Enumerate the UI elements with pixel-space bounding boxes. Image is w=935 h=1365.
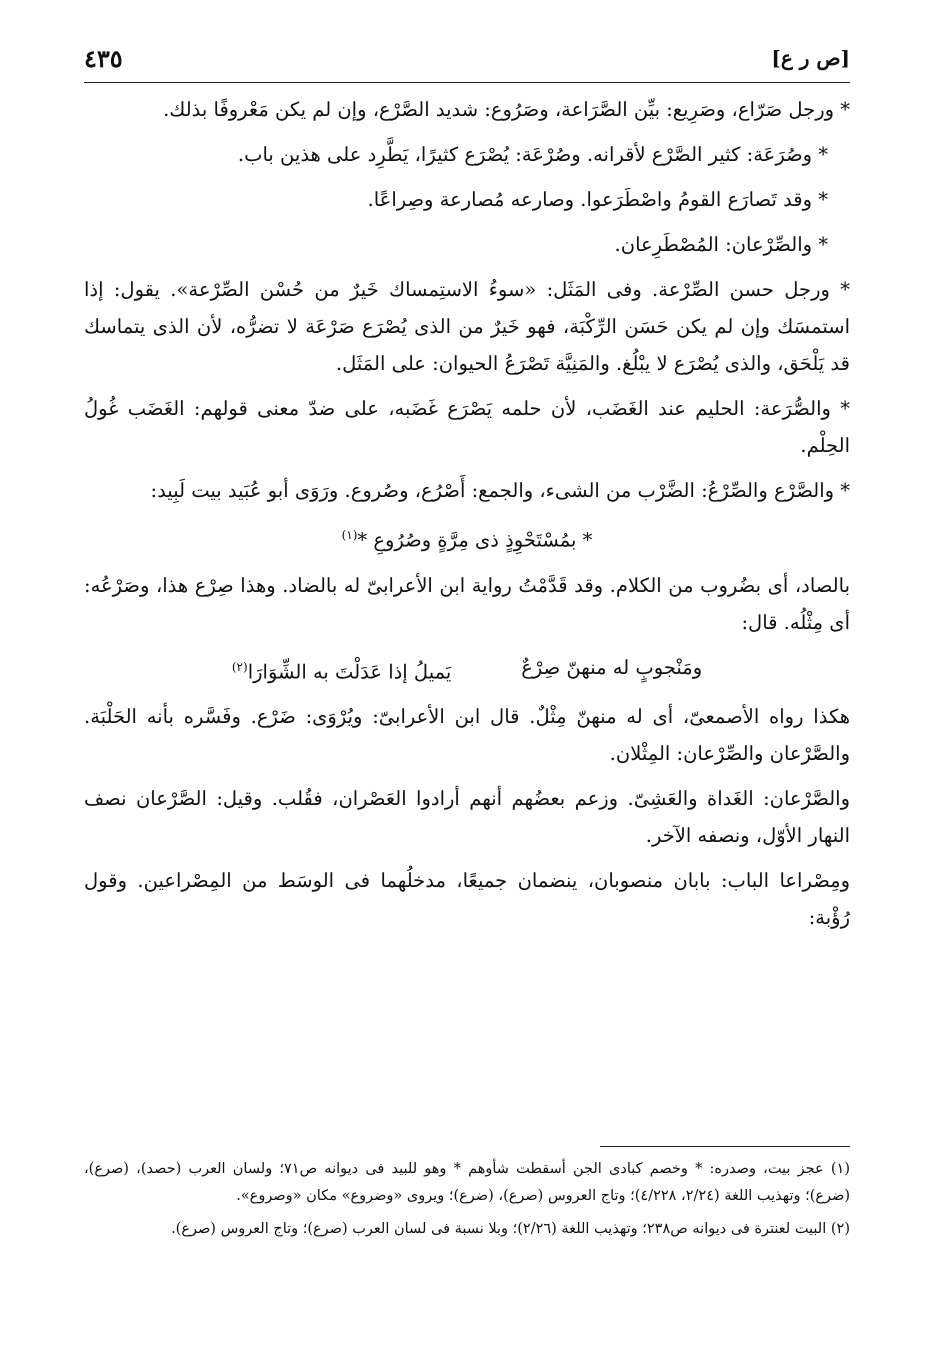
paragraph: هكذا رواه الأصمعىّ، أى له منهنّ مِثْلٌ. قال ابن الأعرابىّ: ويُرْوَى: ضَرْع. وفَسَّره بأنه الحَلْبَة. والصَّرْعان والصِّرْعان: المِثْلان. <box>84 705 850 765</box>
footnote-ref: (٢) <box>231 659 248 674</box>
verse-text: يَميلُ إذا عَدَلْتَ به الشِّوَارَا <box>247 660 452 683</box>
footnotes <box>84 1156 850 1249</box>
paragraph: * وقد تَصارَع القومُ واصْطَرَعوا. وصارعه مُصارعة وصِراعًا. <box>367 188 828 211</box>
footnote: (١) عجز بيت، وصدره: * وخصم كبادى الجن أسقطت شأوهم * وهو للبيد فى ديوانه ص٧١؛ ولسان العرب (حصد)، (صرع)، (ضرع)؛ وتهذيب اللغة (٢/٢٤، ٤/٢٢٨)؛ وتاج العروس (صرع)، (ضرع)؛ ويروى «وضروع» مكان «وصروع». <box>84 1161 850 1204</box>
paragraph: * والصِّرْعان: المُصْطَرِعان. <box>614 233 828 256</box>
paragraph: بالصاد، أى بضُروب من الكلام. وقد قَدَّمْتُ رواية ابن الأعرابىّ له بالضاد. وهذا صِرْع هذا، وصَرْعُه: أى مِثْلُه. قال: <box>84 573 850 634</box>
footnote-ref: (١) <box>341 528 358 542</box>
footnote-divider <box>600 1146 850 1147</box>
verse-line <box>84 517 850 559</box>
verse-text: * بمُسْتَحْوِذٍ ذى مِرَّةٍ وصُرُوعِ * <box>357 528 593 552</box>
paragraph: * ورجل حسن الصِّرْعة. وفى المَثَل: «سوءُ الاستِمساك خَيرٌ من حُسْن الصِّرْعة». يقول: إذا استمسَك وإن لم يكن حَسَن الرِّكْبَة، فهو خَيرٌ من الذى يُصْرَع صَرْعَة لا تضرُّه، لأن الذى يتماسك قد يَلْحَق، والذى يُصْرَع لا يبْلُغ. والمَنِيَّة تَصْرَعُ الحيوان: على المَثَل. <box>84 278 850 375</box>
page-header <box>84 44 850 83</box>
page <box>84 44 850 1344</box>
verse-hemistich-first: ومَنْجوبٍ له منهنّ صِرْعٌ <box>521 655 703 679</box>
paragraph: * والصُّرَعة: الحليم عند الغَضَب، لأن حلمه يَصْرَع غَضَبه، على ضدّ معنى قولهم: الغَضَب غُولُ الحِلْم. <box>84 397 850 457</box>
verse-couplet <box>84 649 850 691</box>
paragraph: * ورجل صَرّاع، وصَرِيع: بيِّن الصَّرَاعة، وصَرُوع: شديد الصَّرْع، وإن لم يكن مَعْروفًا بذلك. <box>163 98 850 121</box>
paragraph: * وصُرَعَة: كثير الصَّرْع لأقرانه. وصُرْعَة: يُصْرَع كثيرًا، يَطَّرِد على هذين باب. <box>237 143 828 166</box>
main-text <box>84 91 850 936</box>
page-number: ٤٣٥ <box>84 44 123 73</box>
verse-hemistich-second <box>232 649 451 691</box>
footnote: (٢) البيت لعنترة فى ديوانه ص٢٣٨؛ وتهذيب اللغة (٢/٢٦)؛ وبلا نسبة فى لسان العرب (صرع)؛ وتاج العروس (صرع). <box>171 1221 850 1237</box>
paragraph: والصَّرْعان: الغَداة والعَشِىّ. وزعم بعضُهم أنهم أرادوا العَصْران، فقُلب. وقيل: الصَّرْعان نصف النهار الأوّل، ونصفه الآخر. <box>84 787 850 847</box>
root-letters: [ص ر ع] <box>771 46 850 70</box>
paragraph: * والصَّرْع والصِّرْعُ: الضَّرْب من الشىء، والجمع: أَصْرُع، وصُروع. ورَوَى أبو عُبَيد بيت لَبِيد: <box>150 479 850 502</box>
paragraph: ومِصْراعا الباب: بابان منصوبان، ينضمان جميعًا، مدخلُهما فى الوسَط من المِصْراعين. وقول رُؤْبة: <box>84 869 850 929</box>
